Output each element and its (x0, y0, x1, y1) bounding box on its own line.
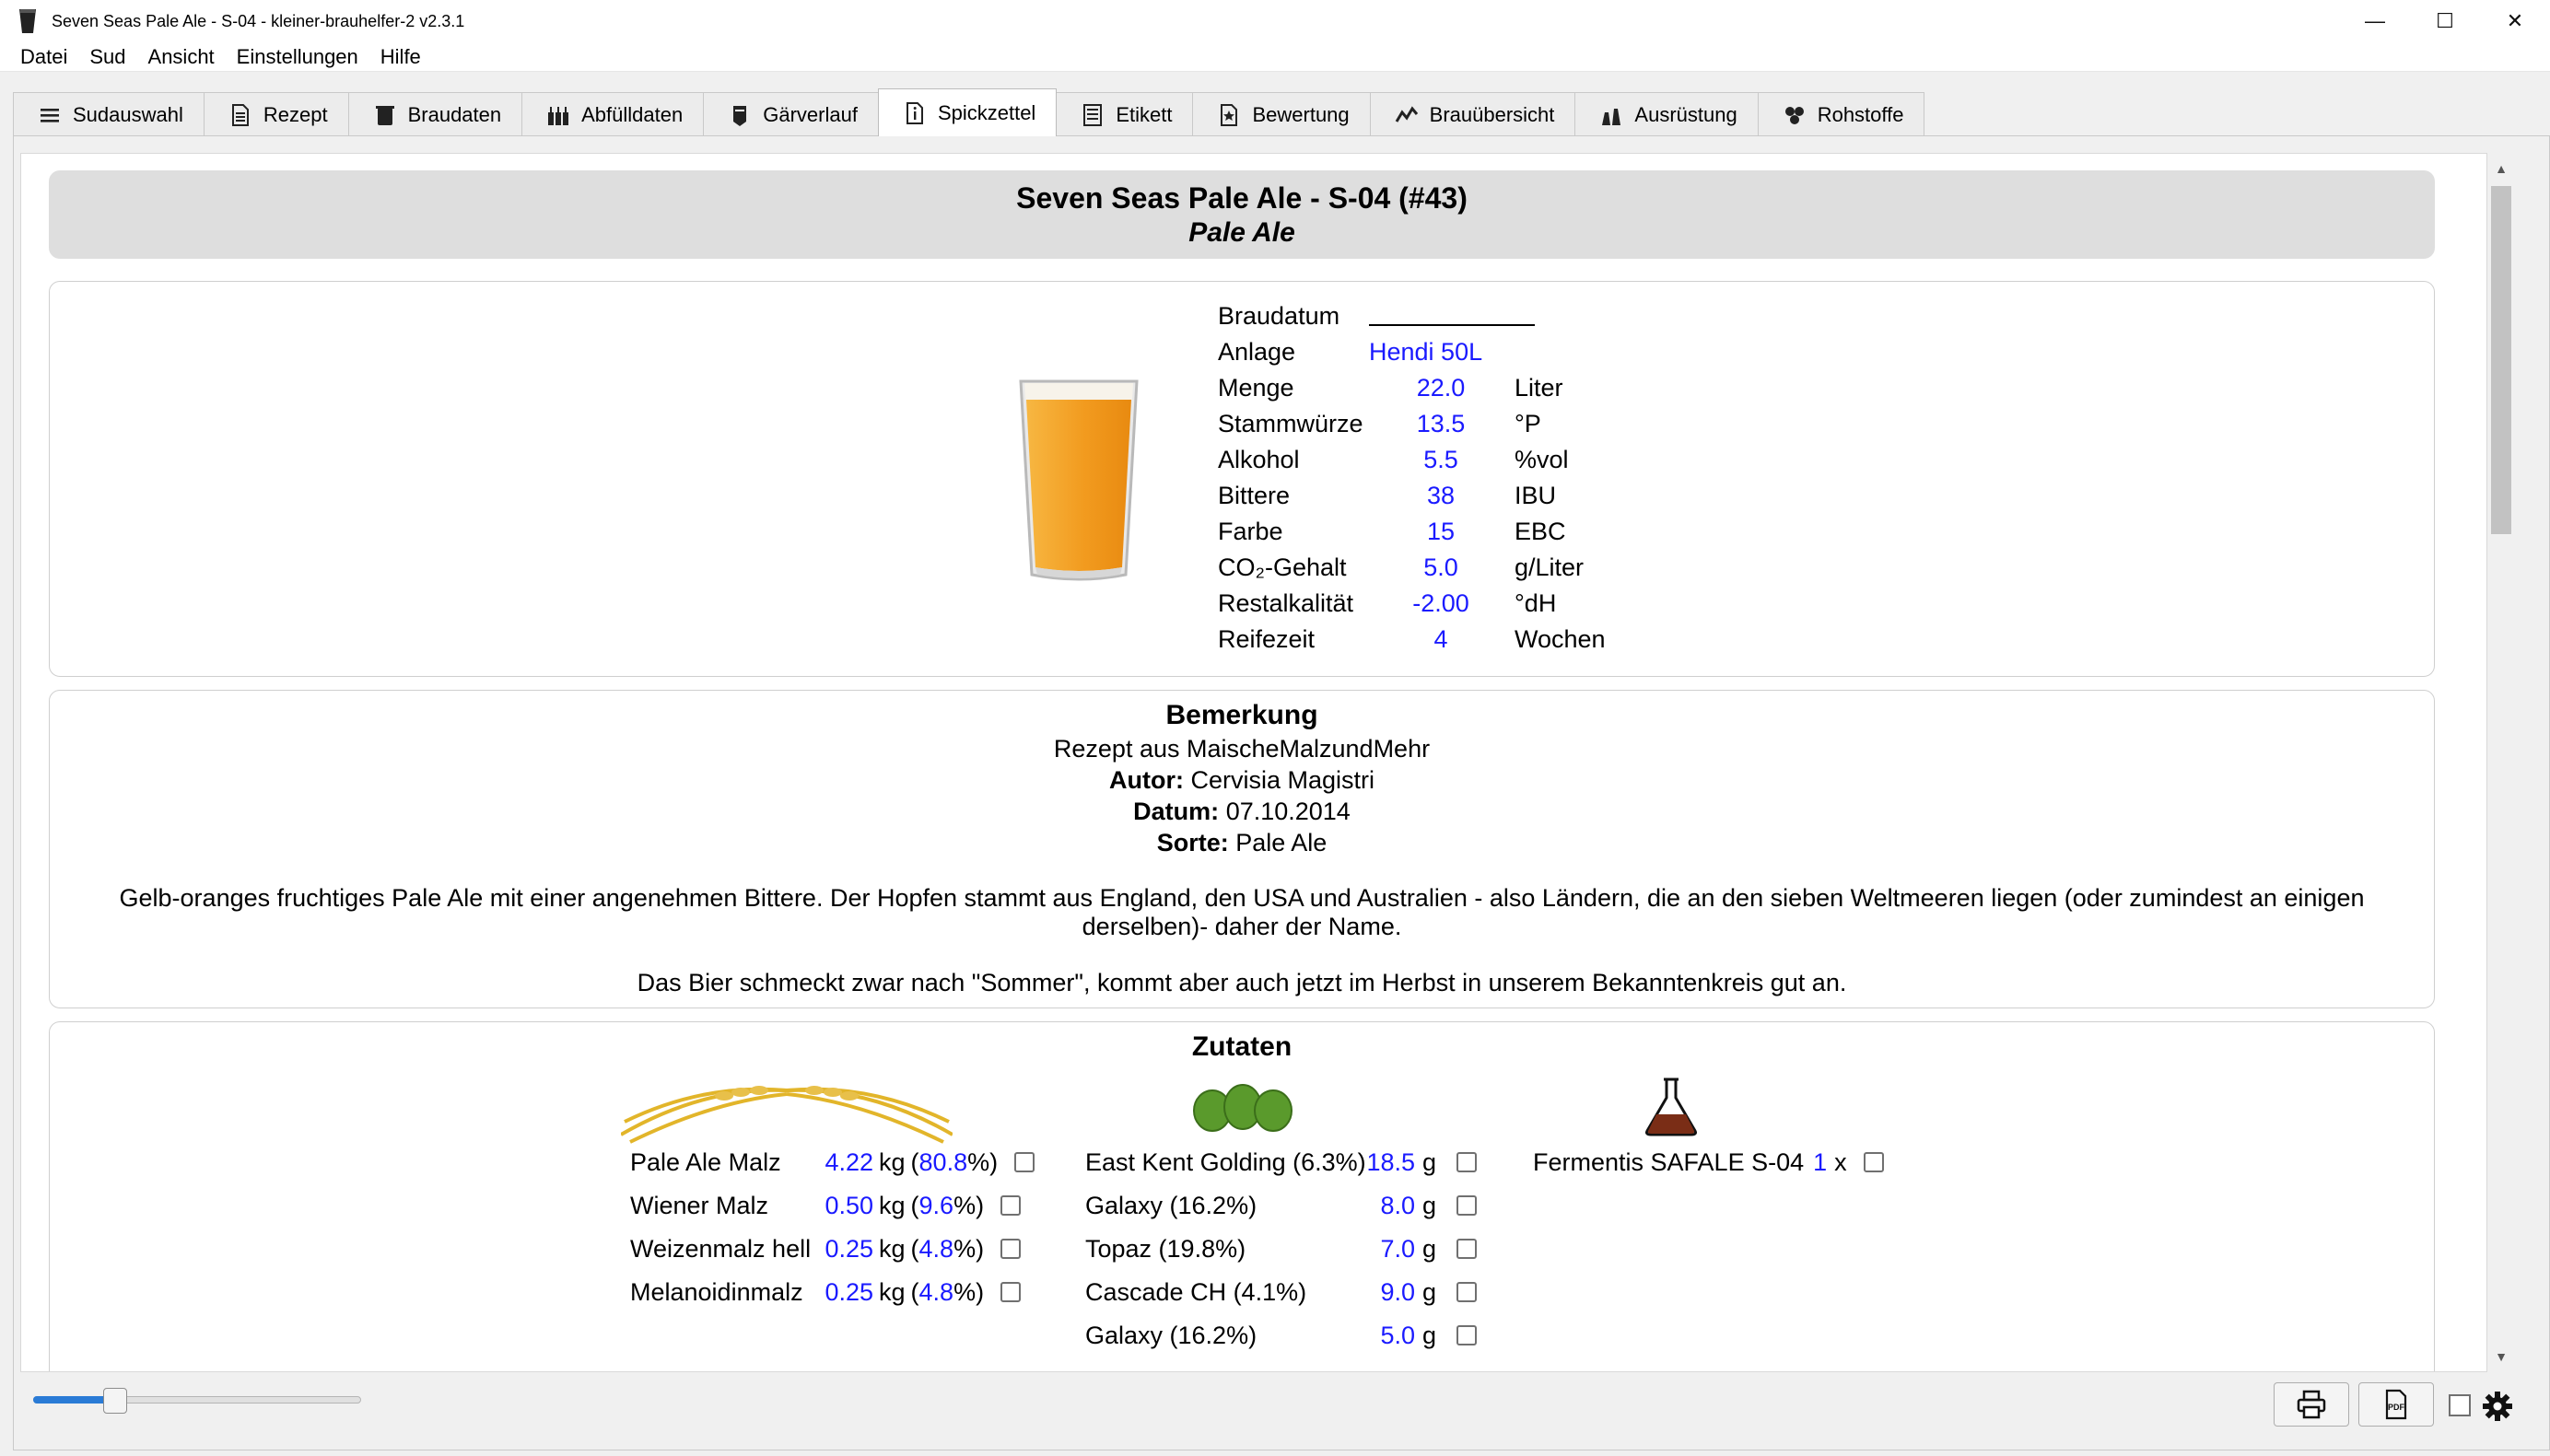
param-label: Anlage (1218, 338, 1296, 366)
overview-box (49, 281, 2435, 677)
tab-label: Brauübersicht (1429, 102, 1555, 126)
tab-label: Gärverlauf (763, 102, 858, 126)
hop-row: Galaxy (16.2%) 8.0 g (1085, 1189, 1477, 1222)
tab-label: Abfülldaten (581, 102, 684, 126)
option-checkbox[interactable] (2449, 1394, 2471, 1416)
printer-icon (2296, 1389, 2327, 1420)
label-icon (1081, 103, 1105, 127)
notes-author: Autor: Cervisia Magistri (1108, 766, 1375, 794)
chart-icon (1395, 103, 1419, 127)
param-label: Reifezeit (1218, 625, 1316, 653)
hop-row: East Kent Golding (6.3%) 18.5 g (1085, 1146, 1477, 1179)
malt-checkbox[interactable] (1000, 1239, 1021, 1259)
malt-row: Pale Ale Malz 4.22 kg ( 80.8 %) (630, 1146, 1035, 1179)
notes-box (49, 690, 2435, 1008)
param-unit: Wochen (1515, 625, 1606, 653)
tab-label: Etikett (1116, 102, 1173, 126)
param-unit: °P (1515, 410, 1541, 437)
info-note-icon (903, 101, 927, 125)
hop-checkbox[interactable] (1456, 1325, 1477, 1345)
fermenter-icon (728, 103, 752, 127)
malt-checkbox[interactable] (1000, 1282, 1021, 1302)
notes-title: Bemerkung (1165, 700, 1318, 730)
recipe-header (49, 170, 2435, 259)
hop-checkbox[interactable] (1456, 1239, 1477, 1259)
tab-ausruestung[interactable] (1574, 92, 1758, 136)
notes-style: Sorte: Pale Ale (1156, 829, 1328, 856)
notes-source: Rezept aus MaischeMalzundMehr (1053, 735, 1431, 763)
notes-date: Datum: 07.10.2014 (1133, 798, 1351, 825)
hop-checkbox[interactable] (1456, 1152, 1477, 1172)
document-icon (228, 103, 252, 127)
param-value: 4 (1433, 625, 1448, 653)
kettle-icon (373, 103, 397, 127)
param-unit: EBC (1515, 518, 1566, 545)
param-value: 5.5 (1423, 446, 1458, 473)
tab-brauuebersicht[interactable] (1370, 92, 1576, 136)
menu-ansicht[interactable]: Ansicht (147, 44, 215, 68)
tab-bewertung[interactable] (1192, 92, 1370, 136)
beer-glass-app-icon (17, 7, 39, 35)
ingredients-box (49, 1021, 2435, 1372)
param-label: Braudatum (1218, 302, 1340, 330)
ingredients-title: Zutaten (1191, 1031, 1293, 1062)
param-row (1218, 334, 1697, 370)
param-row (1218, 298, 1697, 334)
menu-sud[interactable]: Sud (89, 44, 126, 68)
recipe-style: Pale Ale (1188, 217, 1295, 248)
beer-glass-icon (1017, 378, 1140, 586)
param-value: 22.0 (1416, 374, 1466, 402)
param-label: Menge (1218, 374, 1294, 402)
malt-row: Wiener Malz 0.50 kg ( 9.6 %) (630, 1189, 1021, 1222)
menu-bar (0, 42, 2550, 72)
tab-braudaten[interactable] (348, 92, 523, 136)
window-title: Seven Seas Pale Ale - S-04 - kleiner-brauhelfer-2 v2.3.1 (52, 11, 465, 30)
equipment-icon (1599, 103, 1623, 127)
param-row (1218, 478, 1697, 514)
bottom-toolbar (13, 1374, 2550, 1450)
param-value: -2.00 (1412, 589, 1469, 617)
param-unit: °dH (1515, 589, 1557, 617)
tab-label: Ausrüstung (1634, 102, 1737, 126)
yeast-flask-icon (1643, 1077, 1699, 1136)
hops-icon (1783, 103, 1807, 127)
malt-row: Weizenmalz hell 0.25 kg ( 4.8 %) (630, 1232, 1021, 1265)
scrollbar-thumb[interactable] (2491, 186, 2511, 534)
tab-abfuelldaten[interactable] (521, 92, 704, 136)
title-bar (0, 0, 2550, 42)
param-row (1218, 514, 1697, 550)
param-row (1218, 586, 1697, 622)
tab-label: Rezept (263, 102, 328, 126)
menu-einstellungen[interactable]: Einstellungen (236, 44, 358, 68)
tab-label: Braudaten (407, 102, 502, 126)
tab-sudauswahl[interactable] (13, 92, 205, 136)
param-value: 5.0 (1423, 553, 1458, 581)
tab-rohstoffe[interactable] (1758, 92, 1925, 136)
param-value: 15 (1426, 518, 1456, 545)
param-unit: g/Liter (1515, 553, 1585, 581)
malt-checkbox[interactable] (1014, 1152, 1035, 1172)
param-row (1218, 550, 1697, 586)
tab-bar (13, 90, 1924, 136)
malt-checkbox[interactable] (1000, 1195, 1021, 1216)
tab-label: Rohstoffe (1817, 102, 1904, 126)
param-row (1218, 622, 1697, 658)
param-unit: %vol (1515, 446, 1569, 473)
yeast-checkbox[interactable] (1864, 1152, 1884, 1172)
tab-etikett[interactable] (1056, 92, 1193, 136)
star-icon (1217, 103, 1241, 127)
param-row (1218, 442, 1697, 478)
hop-row: Topaz (19.8%) 7.0 g (1085, 1232, 1477, 1265)
export-pdf-button[interactable] (2358, 1382, 2434, 1427)
gear-icon[interactable] (2482, 1391, 2513, 1422)
hop-checkbox[interactable] (1456, 1282, 1477, 1302)
malt-row: Melanoidinmalz 0.25 kg ( 4.8 %) (630, 1275, 1021, 1309)
vertical-scrollbar[interactable] (2487, 153, 2515, 1372)
hop-row: Galaxy (16.2%) 5.0 g (1085, 1319, 1477, 1352)
param-label: Alkohol (1218, 446, 1300, 473)
close-button[interactable]: ✕ (2506, 9, 2524, 32)
param-label: CO₂-Gehalt (1218, 553, 1347, 581)
tab-label: Bewertung (1252, 102, 1350, 126)
tab-gaerverlauf[interactable] (703, 92, 879, 136)
hop-checkbox[interactable] (1456, 1195, 1477, 1216)
recipe-title: Seven Seas Pale Ale - S-04 (#43) (1016, 181, 1468, 215)
param-unit: Liter (1515, 374, 1563, 402)
pdf-icon (2380, 1389, 2412, 1420)
parameter-list (1218, 298, 1697, 658)
scroll-up-arrow-icon[interactable]: ▲ (2495, 161, 2508, 176)
param-label: Bittere (1218, 482, 1291, 509)
spickzettel-view[interactable] (20, 153, 2487, 1372)
tab-label: Sudauswahl (73, 102, 183, 126)
anlage-value: Hendi 50L (1369, 338, 1483, 366)
menu-hilfe[interactable]: Hilfe (380, 44, 421, 68)
minimize-button[interactable]: — (2365, 9, 2385, 32)
menu-datei[interactable]: Datei (20, 44, 68, 68)
list-icon (38, 103, 62, 127)
param-row (1218, 406, 1697, 442)
param-label: Restalkalität (1218, 589, 1354, 617)
tab-label: Spickzettel (937, 100, 1036, 124)
print-button[interactable] (2274, 1382, 2349, 1427)
maximize-button[interactable]: ☐ (2436, 9, 2454, 32)
param-value: 38 (1426, 482, 1456, 509)
param-unit: IBU (1515, 482, 1557, 509)
param-label: Farbe (1218, 518, 1283, 545)
malt-wheat-icon (621, 1077, 953, 1144)
param-value: 13.5 (1416, 410, 1466, 437)
braudatum-blank[interactable] (1369, 300, 1513, 332)
zoom-slider-handle[interactable] (103, 1388, 127, 1414)
bottles-icon (546, 103, 570, 127)
tab-rezept[interactable] (204, 92, 349, 136)
scroll-down-arrow-icon[interactable]: ▼ (2495, 1349, 2508, 1364)
hop-row: Cascade CH (4.1%) 9.0 g (1085, 1275, 1477, 1309)
param-row (1218, 370, 1697, 406)
notes-description: Gelb-oranges fruchtiges Pale Ale mit einer angenehmen Bittere. Der Hopfen stammt aus England, den USA und Australien - also Ländern, die an den sieben Weltmeeren liegen (oder zumindest an einigen derselben)- daher der Name. (119, 884, 2365, 940)
param-label: Stammwürze (1218, 410, 1363, 437)
hops-icon (1192, 1079, 1293, 1135)
svg-text:PDF: PDF (2388, 1403, 2404, 1412)
notes-comment: Das Bier schmeckt zwar nach "Sommer", kommt aber auch jetzt im Herbst in unserem Bekanntenkreis gut an. (637, 969, 1847, 996)
tab-spickzettel[interactable] (878, 88, 1057, 136)
yeast-row: Fermentis SAFALE S-04 1 x (1533, 1146, 1884, 1179)
